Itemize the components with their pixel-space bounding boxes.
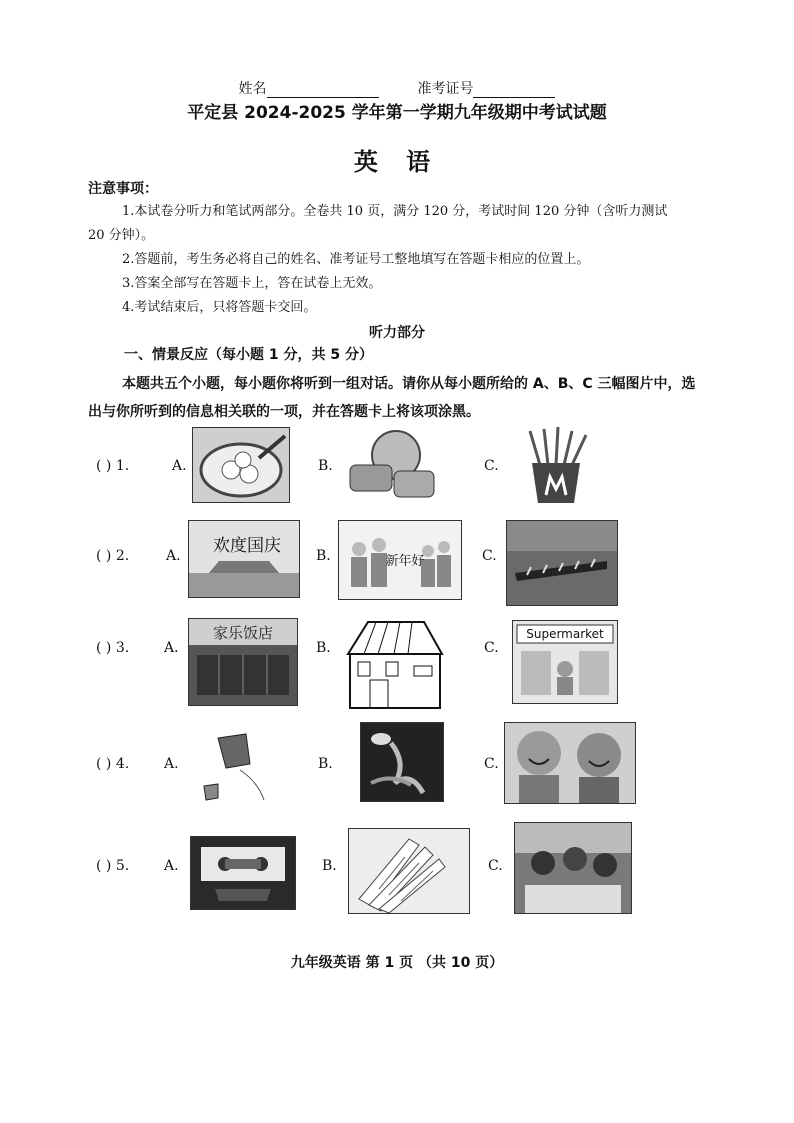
option-c-label: C. [488,858,503,874]
option-a-label: A. [164,756,179,772]
notes-list [88,200,688,320]
option-b-label: B. [322,858,337,874]
option-a-label: A. [164,640,179,656]
clay-figures-image [504,722,636,804]
id-label: 准考证号 [417,81,474,97]
option-a-label: A. [164,858,179,874]
question-1 [0,425,794,515]
option-a-label: A. [172,458,187,474]
exam-title: 平定县 2024-2025 学年第一学期九年级期中考试试题 [187,103,607,123]
chinese-painting-image [360,722,444,802]
instructions: 本题共五个小题，每小题你将听到一组对话。请你从每小题所给的 A、B、C 三幅图片中，选出与你所听到的信息相关联的一项，并在答题卡上将该项涂黑。 [88,376,696,420]
option-b-label: B. [316,640,331,656]
supermarket-sign-text: Supermarket [526,627,604,641]
notes-heading: 注意事项： [88,181,158,197]
bowl-of-tangyuan-image [192,427,290,503]
question-3 [0,618,794,708]
note-item: 4.考试结束后，只将答题卡交回。 [122,300,317,315]
id-blank [473,83,555,98]
option-b-label: B. [318,458,333,474]
question-2 [0,520,794,610]
option-c-label: C. [484,640,499,656]
name-label: 姓名 [238,81,267,97]
page-footer: 九年级英语 第 1 页 （共 10 页） [290,955,504,971]
mooncakes-image [344,427,440,503]
question-number: ( ) 1. [96,458,130,474]
new-year-text: 新年好 [385,554,425,569]
question-4 [0,722,794,812]
cassette-tape-image [190,836,296,910]
question-number: ( ) 2. [96,548,130,564]
option-a-label: A. [166,548,181,564]
restaurant-sign-text: 家乐饭店 [212,624,274,642]
option-b-label: B. [316,548,331,564]
question-number: ( ) 4. [96,756,130,772]
listening-section-title: 听力部分 [369,325,425,341]
note-item: 3.答案全部写在答题卡上，答在试卷上无效。 [122,276,382,291]
national-day-text: 欢度国庆 [213,536,281,556]
new-year-family-image [338,520,462,600]
question-number: ( ) 5. [96,858,130,874]
house-drawing-image [344,618,446,710]
restaurant-storefront-image [188,618,298,706]
option-c-label: C. [484,756,499,772]
candidate-fields [0,78,794,98]
option-b-label: B. [318,756,333,772]
national-day-image [188,520,300,598]
dragon-boat-race-image [506,520,618,606]
name-blank [267,83,379,98]
question-5 [0,822,794,912]
part-one-title: 一、情景反应（每小题 1 分，共 5 分） [124,347,373,363]
option-c-label: C. [484,458,499,474]
supermarket-image [512,620,618,704]
note-item: 1.本试卷分听力和笔试两部分。全卷共 10 页，满分 120 分，考试时间 120 分钟（含听力测试 20 分钟）。 [88,204,668,243]
note-item: 2.答题前，考生务必将自己的姓名、准考证号工整地填写在答题卡相应的位置上。 [122,252,590,267]
sky-lanterns-image [200,730,274,810]
question-number: ( ) 3. [96,640,130,656]
flash-cards-image [348,828,470,914]
subject-title: 英 语 [353,148,441,176]
option-c-label: C. [482,548,497,564]
french-fries-image [510,425,602,505]
students-studying-image [514,822,632,914]
